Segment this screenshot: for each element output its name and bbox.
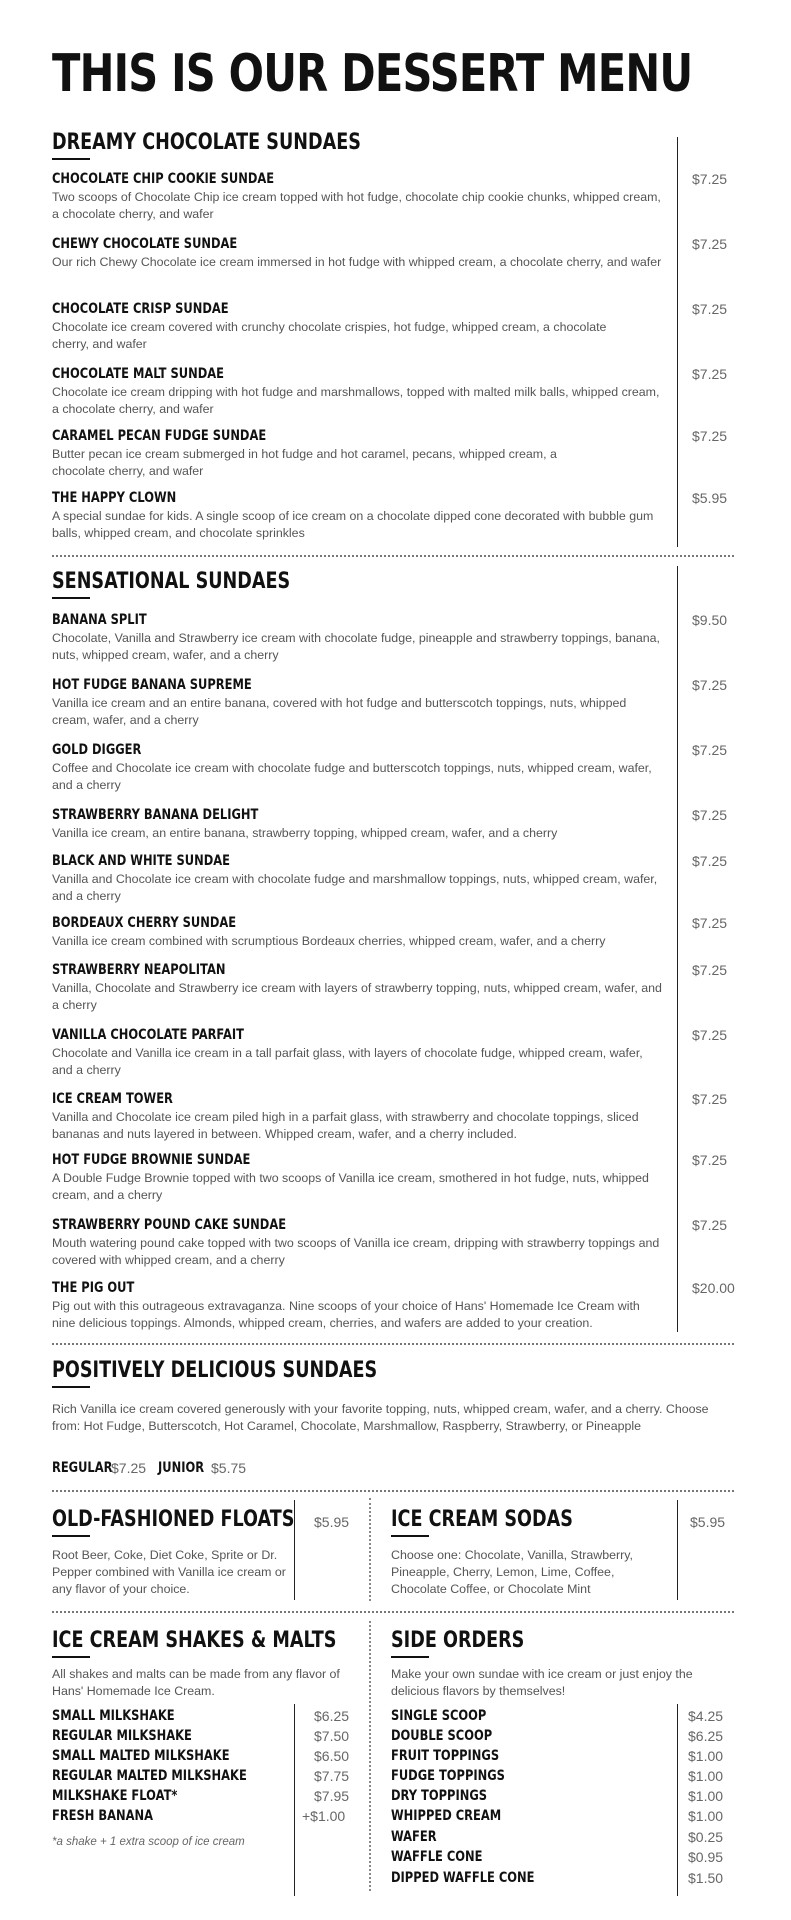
item-description: Vanilla ice cream combined with scrumptious Bordeaux cherries, whipped cream, wafer, and a cherry bbox=[52, 934, 606, 948]
side-item-price: $1.00 bbox=[688, 1808, 724, 1824]
section-divider bbox=[52, 1611, 734, 1613]
item-description: Vanilla ice cream, an entire banana, strawberry topping, whipped cream, wafer, and a cherry bbox=[52, 826, 558, 840]
positively-description: Rich Vanilla ice cream covered generously with your favorite topping, nuts, whipped cream, wafer, and a cherry. Choose from: Hot Fudge, Butterscotch, Hot Caramel, Chocolate, Marshmallow, Raspberry, Strawberry, or Pineapple bbox=[52, 1402, 709, 1433]
side-item-price: $1.00 bbox=[688, 1748, 724, 1764]
shake-item-price: $7.75 bbox=[314, 1768, 350, 1784]
side-item-price: $1.00 bbox=[688, 1768, 724, 1784]
menu-item bbox=[52, 742, 662, 794]
item-name: STRAWBERRY NEAPOLITAN bbox=[52, 962, 226, 978]
menu-item bbox=[52, 853, 662, 905]
menu-item bbox=[52, 1091, 662, 1143]
menu-item bbox=[52, 366, 662, 418]
section-divider bbox=[52, 1343, 734, 1345]
item-name: ICE CREAM TOWER bbox=[52, 1091, 173, 1107]
item-description: Coffee and Chocolate ice cream with chocolate fudge and butterscotch toppings, nuts, whipped cream, wafer, and a cherry bbox=[52, 761, 652, 792]
item-price: $7.25 bbox=[692, 1152, 728, 1168]
shakes-description: All shakes and malts can be made from any flavor of Hans' Homemade Ice Cream. bbox=[52, 1667, 340, 1698]
sides-section-title: SIDE ORDERS bbox=[391, 1628, 525, 1653]
shake-item-name: SMALL MALTED MILKSHAKE bbox=[52, 1748, 230, 1764]
item-name: HOT FUDGE BROWNIE SUNDAE bbox=[52, 1152, 251, 1168]
side-item-price: $1.00 bbox=[688, 1788, 724, 1804]
shakes-section-title: ICE CREAM SHAKES & MALTS bbox=[52, 1628, 337, 1653]
side-item-price: $6.25 bbox=[688, 1728, 724, 1744]
item-description: Chocolate, Vanilla and Strawberry ice cream with chocolate fudge, pineapple and strawberry toppings, banana, nuts, whipped cream, wafer, and a cherry bbox=[52, 631, 660, 662]
section-underline bbox=[52, 1656, 90, 1658]
item-description: Our rich Chewy Chocolate ice cream immersed in hot fudge with whipped cream, a chocolate cherry, and wafer bbox=[52, 255, 662, 269]
item-name: STRAWBERRY BANANA DELIGHT bbox=[52, 807, 259, 823]
section-underline bbox=[391, 1656, 429, 1658]
item-name: CHOCOLATE CHIP COOKIE SUNDAE bbox=[52, 171, 275, 187]
item-price: $7.25 bbox=[692, 1027, 728, 1043]
item-description: Vanilla and Chocolate ice cream piled high in a parfait glass, with strawberry and chocolate toppings, sliced bananas and nuts layered in between. Whipped cream, wafer, and a cherry included. bbox=[52, 1110, 639, 1141]
side-item-name: DIPPED WAFFLE CONE bbox=[391, 1870, 535, 1886]
sodas-price: $5.95 bbox=[690, 1514, 726, 1530]
side-item-name: SINGLE SCOOP bbox=[391, 1708, 487, 1724]
menu-item bbox=[52, 171, 662, 223]
item-description: Two scoops of Chocolate Chip ice cream topped with hot fudge, chocolate chip cookie chunks, whipped cream, a chocolate cherry, and wafer bbox=[52, 190, 661, 221]
item-name: BLACK AND WHITE SUNDAE bbox=[52, 853, 230, 869]
item-description: Mouth watering pound cake topped with two scoops of Vanilla ice cream, dripping with strawberry toppings and covered with whipped cream, and a cherry bbox=[52, 1236, 660, 1267]
menu-item bbox=[52, 1152, 662, 1204]
section-divider bbox=[52, 555, 734, 557]
item-description: Chocolate and Vanilla ice cream in a tall parfait glass, with layers of chocolate fudge, whipped cream, wafer, and a cherry bbox=[52, 1046, 643, 1077]
menu-item bbox=[52, 807, 662, 842]
shake-footnote: *a shake + 1 extra scoop of ice cream bbox=[52, 1836, 245, 1848]
column-divider bbox=[369, 1498, 371, 1601]
shake-item-price: $7.95 bbox=[314, 1788, 350, 1804]
shake-item-name: REGULAR MILKSHAKE bbox=[52, 1728, 192, 1744]
shake-item-name: MILKSHAKE FLOAT* bbox=[52, 1788, 178, 1804]
item-name: CHOCOLATE CRISP SUNDAE bbox=[52, 301, 229, 317]
price-divider bbox=[294, 1500, 295, 1600]
shake-item-price: $7.50 bbox=[314, 1728, 350, 1744]
side-item-name: WAFFLE CONE bbox=[391, 1849, 483, 1865]
item-description: Chocolate ice cream dripping with hot fudge and marshmallows, topped with malted milk balls, whipped cream, a chocolate cherry, and wafer bbox=[52, 385, 660, 416]
sides-description: Make your own sundae with ice cream or just enjoy the delicious flavors by themselves! bbox=[391, 1667, 693, 1698]
item-price: $7.25 bbox=[692, 677, 728, 693]
column-divider bbox=[369, 1621, 371, 1891]
regular-size-price: $7.25 bbox=[111, 1460, 147, 1476]
shake-item-price: +$1.00 bbox=[302, 1808, 346, 1824]
side-item-name: FRUIT TOPPINGS bbox=[391, 1748, 500, 1764]
menu-item bbox=[52, 301, 612, 353]
item-name: GOLD DIGGER bbox=[52, 742, 142, 758]
item-name: BANANA SPLIT bbox=[52, 612, 147, 628]
side-item-price: $1.50 bbox=[688, 1870, 724, 1886]
sensational-section-title: SENSATIONAL SUNDAES bbox=[52, 569, 291, 594]
floats-section-title: OLD-FASHIONED FLOATS bbox=[52, 1507, 295, 1532]
item-name: VANILLA CHOCOLATE PARFAIT bbox=[52, 1027, 244, 1043]
item-name: CHEWY CHOCOLATE SUNDAE bbox=[52, 236, 238, 252]
item-name: CARAMEL PECAN FUDGE SUNDAE bbox=[52, 428, 267, 444]
item-price: $7.25 bbox=[692, 236, 728, 252]
chocolate-section-title: DREAMY CHOCOLATE SUNDAES bbox=[52, 130, 361, 155]
menu-item bbox=[52, 1027, 662, 1079]
item-name: THE PIG OUT bbox=[52, 1280, 135, 1296]
item-price: $7.25 bbox=[692, 301, 728, 317]
item-price: $20.00 bbox=[692, 1280, 735, 1296]
shake-item-name: SMALL MILKSHAKE bbox=[52, 1708, 175, 1724]
item-price: $7.25 bbox=[692, 915, 728, 931]
shake-item-name: FRESH BANANA bbox=[52, 1808, 154, 1824]
side-item-name: WHIPPED CREAM bbox=[391, 1808, 502, 1824]
item-price: $7.25 bbox=[692, 1217, 728, 1233]
side-item-name: FUDGE TOPPINGS bbox=[391, 1768, 505, 1784]
sodas-section-title: ICE CREAM SODAS bbox=[391, 1507, 573, 1532]
menu-item bbox=[52, 915, 662, 950]
menu-item bbox=[52, 1280, 662, 1332]
price-divider bbox=[677, 566, 678, 1332]
item-price: $7.25 bbox=[692, 962, 728, 978]
item-price: $7.25 bbox=[692, 807, 728, 823]
item-name: THE HAPPY CLOWN bbox=[52, 490, 177, 506]
section-underline bbox=[52, 158, 90, 160]
item-name: STRAWBERRY POUND CAKE SUNDAE bbox=[52, 1217, 287, 1233]
item-description: A special sundae for kids. A single scoop of ice cream on a chocolate dipped cone decorated with bubble gum balls, whipped cream, and chocolate sprinkles bbox=[52, 509, 654, 540]
regular-size-label: REGULAR bbox=[52, 1460, 113, 1476]
positively-section-title: POSITIVELY DELICIOUS SUNDAES bbox=[52, 1358, 378, 1383]
menu-item bbox=[52, 236, 662, 271]
shake-item-name: REGULAR MALTED MILKSHAKE bbox=[52, 1768, 247, 1784]
menu-item bbox=[52, 612, 662, 664]
item-price: $7.25 bbox=[692, 853, 728, 869]
price-divider bbox=[677, 1704, 678, 1896]
item-name: HOT FUDGE BANANA SUPREME bbox=[52, 677, 252, 693]
item-price: $7.25 bbox=[692, 171, 728, 187]
section-underline bbox=[52, 1535, 90, 1537]
side-item-name: WAFER bbox=[391, 1829, 437, 1845]
item-price: $7.25 bbox=[692, 742, 728, 758]
menu-item bbox=[52, 428, 612, 480]
junior-size-price: $5.75 bbox=[211, 1460, 247, 1476]
item-description: Vanilla, Chocolate and Strawberry ice cream with layers of strawberry topping, nuts, whipped cream, wafer, and a cherry bbox=[52, 981, 662, 1012]
section-underline bbox=[52, 1386, 90, 1388]
item-description: Chocolate ice cream covered with crunchy chocolate crispies, hot fudge, whipped cream, a chocolate cherry, and wafer bbox=[52, 320, 607, 351]
item-price: $7.25 bbox=[692, 366, 728, 382]
sodas-description: Choose one: Chocolate, Vanilla, Strawberry, Pineapple, Cherry, Lemon, Lime, Coffee, Chocolate Coffee, or Chocolate Mint bbox=[391, 1548, 633, 1596]
item-name: CHOCOLATE MALT SUNDAE bbox=[52, 366, 224, 382]
item-description: Butter pecan ice cream submerged in hot fudge and hot caramel, pecans, whipped cream, a chocolate cherry, and wafer bbox=[52, 447, 557, 478]
price-divider bbox=[677, 1500, 678, 1600]
side-item-price: $0.95 bbox=[688, 1849, 724, 1865]
side-item-name: DRY TOPPINGS bbox=[391, 1788, 488, 1804]
section-underline bbox=[52, 597, 90, 599]
menu-item bbox=[52, 490, 662, 542]
section-underline bbox=[391, 1535, 429, 1537]
menu-item bbox=[52, 677, 662, 729]
menu-item bbox=[52, 1217, 662, 1269]
side-item-price: $4.25 bbox=[688, 1708, 724, 1724]
floats-description: Root Beer, Coke, Diet Coke, Sprite or Dr. Pepper combined with Vanilla ice cream or any flavor of your choice. bbox=[52, 1548, 286, 1596]
floats-price: $5.95 bbox=[314, 1514, 350, 1530]
page-title: THIS IS OUR DESSERT MENU bbox=[52, 44, 693, 104]
item-description: Vanilla and Chocolate ice cream with chocolate fudge and marshmallow toppings, nuts, whipped cream, wafer, and a cherry bbox=[52, 872, 658, 903]
item-price: $7.25 bbox=[692, 1091, 728, 1107]
item-price: $9.50 bbox=[692, 612, 728, 628]
section-divider bbox=[52, 1490, 734, 1492]
item-price: $5.95 bbox=[692, 490, 728, 506]
shake-item-price: $6.25 bbox=[314, 1708, 350, 1724]
menu-item bbox=[52, 962, 662, 1014]
item-description: A Double Fudge Brownie topped with two scoops of Vanilla ice cream, smothered in hot fudge, nuts, whipped cream, and a cherry bbox=[52, 1171, 649, 1202]
item-name: BORDEAUX CHERRY SUNDAE bbox=[52, 915, 237, 931]
item-price: $7.25 bbox=[692, 428, 728, 444]
junior-size-label: JUNIOR bbox=[158, 1460, 205, 1476]
side-item-price: $0.25 bbox=[688, 1829, 724, 1845]
price-divider bbox=[677, 137, 678, 547]
item-description: Pig out with this outrageous extravaganza. Nine scoops of your choice of Hans' Homemade Ice Cream with nine delicious toppings. Almonds, whipped cream, cherries, and wafers are added to your creation. bbox=[52, 1299, 640, 1330]
shake-item-price: $6.50 bbox=[314, 1748, 350, 1764]
price-divider bbox=[294, 1704, 295, 1896]
item-description: Vanilla ice cream and an entire banana, covered with hot fudge and butterscotch toppings, nuts, whipped cream, wafer, and a cherry bbox=[52, 696, 627, 727]
side-item-name: DOUBLE SCOOP bbox=[391, 1728, 493, 1744]
